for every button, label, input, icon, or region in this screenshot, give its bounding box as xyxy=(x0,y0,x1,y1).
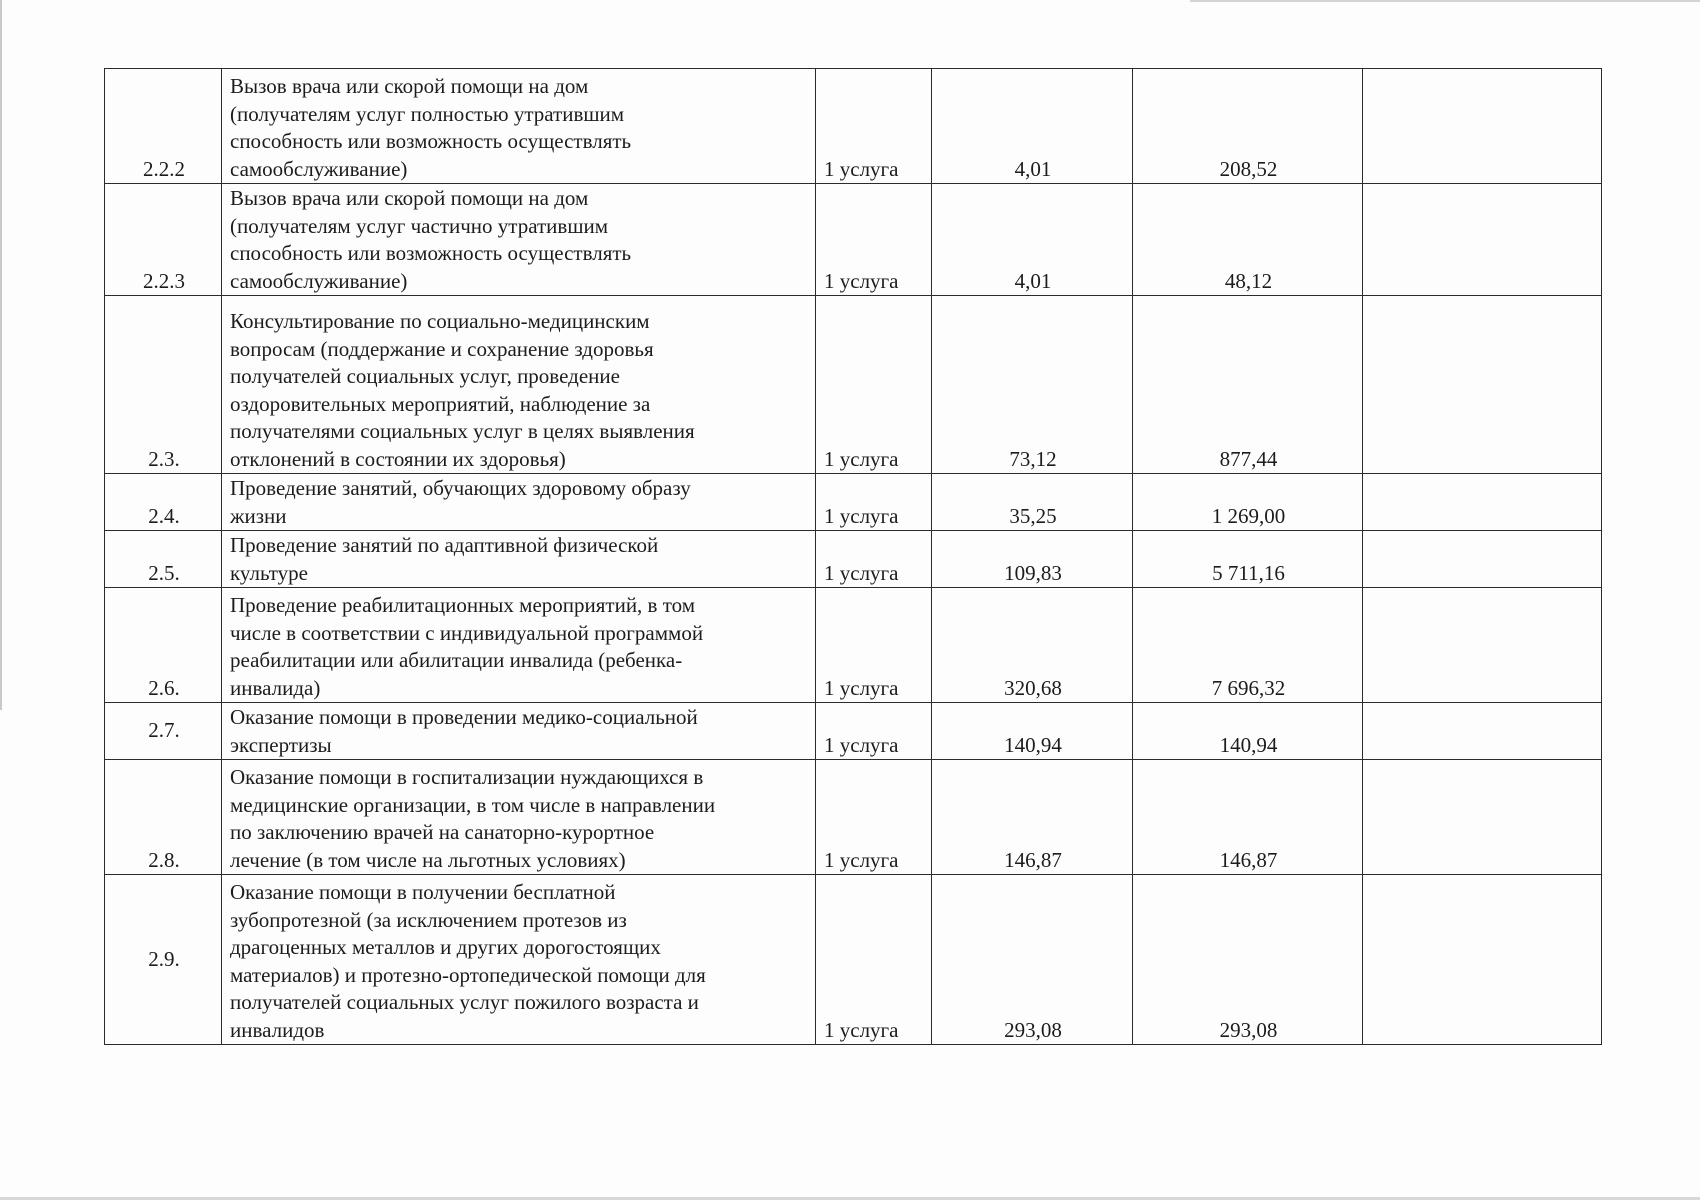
service-name-line: жизни xyxy=(230,503,287,528)
service-name-line: отклонений в состоянии их здоровья) xyxy=(230,446,566,471)
service-name-line: Проведение занятий по адаптивной физической xyxy=(230,533,659,557)
service-name-line: получателей социальных услуг, проведение xyxy=(230,364,620,388)
table-row xyxy=(105,760,1602,875)
row-number: 2.6. xyxy=(105,588,222,703)
services-price-table xyxy=(104,68,1602,1045)
service-name-line: (получателям услуг полностью утратившим xyxy=(230,101,625,126)
service-name-line: Оказание помощи в проведении медико-социальной xyxy=(230,705,698,729)
total-amount: 1 269,00 xyxy=(1133,474,1363,531)
service-name-line: оздоровительных мероприятий, наблюдение за xyxy=(230,391,651,416)
service-unit: 1 услуга xyxy=(816,703,932,760)
table-row xyxy=(105,184,1602,296)
service-unit: 1 услуга xyxy=(816,760,932,875)
table-row xyxy=(105,296,1602,474)
service-name xyxy=(222,703,816,760)
service-name-line: Вызов врача или скорой помощи на дом xyxy=(230,186,589,210)
service-name-line: инвалида) xyxy=(230,675,321,700)
unit-price: 109,83 xyxy=(932,531,1133,588)
service-unit: 1 услуга xyxy=(816,296,932,474)
service-name-line: медицинские организации, в том числе в направлении xyxy=(230,792,716,817)
row-number: 2.4. xyxy=(105,474,222,531)
unit-price: 35,25 xyxy=(932,474,1133,531)
row-number: 2.7. xyxy=(105,703,222,760)
empty-cell xyxy=(1363,875,1602,1045)
total-amount: 5 711,16 xyxy=(1133,531,1363,588)
service-name xyxy=(222,588,816,703)
service-name-line: числе в соответствии с индивидуальной программой xyxy=(230,620,704,645)
service-name-line: Проведение реабилитационных мероприятий, в том xyxy=(230,593,696,617)
total-amount: 48,12 xyxy=(1133,184,1363,296)
service-name-line: реабилитации или абилитации инвалида (ребенка- xyxy=(230,648,683,672)
service-name-line: зубопротезной (за исключением протезов из xyxy=(230,907,627,932)
service-name xyxy=(222,760,816,875)
service-unit: 1 услуга xyxy=(816,875,932,1045)
service-name-line: Оказание помощи в госпитализации нуждающихся в xyxy=(230,765,704,789)
service-name-line: Оказание помощи в получении бесплатной xyxy=(230,880,616,904)
service-name-line: драгоценных металлов и других дорогостоящих xyxy=(230,935,661,959)
service-unit: 1 услуга xyxy=(816,531,932,588)
service-name-line: вопросам (поддержание и сохранение здоровья xyxy=(230,336,654,361)
unit-price: 293,08 xyxy=(932,875,1133,1045)
service-unit: 1 услуга xyxy=(816,474,932,531)
table-row xyxy=(105,703,1602,760)
row-number: 2.2.3 xyxy=(105,184,222,296)
table-row xyxy=(105,474,1602,531)
empty-cell xyxy=(1363,588,1602,703)
service-name-line: способность или возможность осуществлять xyxy=(230,241,632,265)
total-amount: 140,94 xyxy=(1133,703,1363,760)
total-amount: 208,52 xyxy=(1133,69,1363,184)
unit-price: 146,87 xyxy=(932,760,1133,875)
table-row xyxy=(105,875,1602,1045)
service-unit: 1 услуга xyxy=(816,69,932,184)
service-name-line: по заключению врачей на санаторно-курортное xyxy=(230,820,655,844)
service-name xyxy=(222,69,816,184)
row-number: 2.5. xyxy=(105,531,222,588)
table-row xyxy=(105,588,1602,703)
unit-price: 4,01 xyxy=(932,184,1133,296)
service-name-line: культуре xyxy=(230,560,308,585)
service-unit: 1 услуга xyxy=(816,588,932,703)
service-name xyxy=(222,474,816,531)
service-name-line: способность или возможность осуществлять xyxy=(230,129,632,153)
row-number: 2.8. xyxy=(105,760,222,875)
service-name xyxy=(222,184,816,296)
service-name xyxy=(222,296,816,474)
empty-cell xyxy=(1363,474,1602,531)
service-name-line: получателями социальных услуг в целях выявления xyxy=(230,419,695,443)
unit-price: 73,12 xyxy=(932,296,1133,474)
scan-edge-top xyxy=(1190,0,1700,2)
service-name-line: получателей социальных услуг пожилого возраста и xyxy=(230,990,699,1014)
service-name-line: лечение (в том числе на льготных условиях) xyxy=(230,847,626,872)
scan-edge-left xyxy=(0,0,2,710)
empty-cell xyxy=(1363,703,1602,760)
table-row xyxy=(105,69,1602,184)
service-name-line: Проведение занятий, обучающих здоровому образу xyxy=(230,476,691,500)
unit-price: 320,68 xyxy=(932,588,1133,703)
service-name-line: самообслуживание) xyxy=(230,156,408,181)
row-number: 2.3. xyxy=(105,296,222,474)
service-name-line: инвалидов xyxy=(230,1017,325,1042)
service-name-line: Вызов врача или скорой помощи на дом xyxy=(230,74,589,98)
row-number: 2.2.2 xyxy=(105,69,222,184)
service-name xyxy=(222,875,816,1045)
service-name-line: самообслуживание) xyxy=(230,268,408,293)
empty-cell xyxy=(1363,184,1602,296)
empty-cell xyxy=(1363,296,1602,474)
service-name-line: материалов) и протезно-ортопедической помощи для xyxy=(230,962,706,987)
service-name-line: экспертизы xyxy=(230,732,332,757)
table-row xyxy=(105,531,1602,588)
service-name xyxy=(222,531,816,588)
total-amount: 146,87 xyxy=(1133,760,1363,875)
empty-cell xyxy=(1363,531,1602,588)
service-name-line: Консультирование по социально-медицинским xyxy=(230,309,650,333)
service-name-line: (получателям услуг частично утратившим xyxy=(230,213,609,238)
empty-cell xyxy=(1363,69,1602,184)
service-unit: 1 услуга xyxy=(816,184,932,296)
total-amount: 877,44 xyxy=(1133,296,1363,474)
total-amount: 293,08 xyxy=(1133,875,1363,1045)
row-number: 2.9. xyxy=(105,875,222,1045)
unit-price: 140,94 xyxy=(932,703,1133,760)
empty-cell xyxy=(1363,760,1602,875)
unit-price: 4,01 xyxy=(932,69,1133,184)
total-amount: 7 696,32 xyxy=(1133,588,1363,703)
